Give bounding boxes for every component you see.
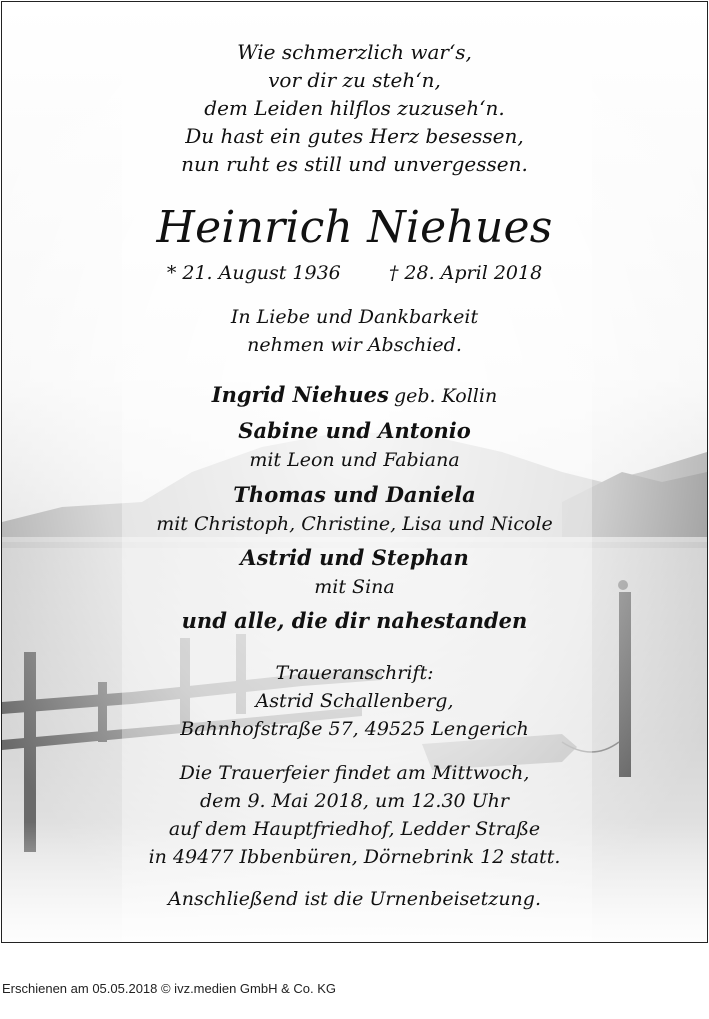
closing-line: Anschließend ist die Urnenbeisetzung. — [168, 888, 541, 910]
ceremony-line: in 49477 Ibbenbüren, Dörnebrink 12 statt. — [148, 846, 561, 868]
poem-line: Du hast ein gutes Herz besessen, — [185, 124, 524, 148]
mourner-family-children: mit Leon und Fabiana — [249, 449, 460, 471]
intro-line: nehmen wir Abschied. — [247, 334, 462, 356]
obituary-text — [2, 2, 707, 942]
mourner-all: und alle, die dir nahestanden — [181, 608, 528, 633]
life-dates — [2, 262, 707, 284]
poem-line: Wie schmerzlich war‘s, — [237, 40, 472, 64]
poem-line: nun ruht es still und unvergessen. — [181, 152, 528, 176]
mourner-family: Sabine und Antonio — [238, 418, 471, 443]
ceremony-line: Die Trauerfeier findet am Mittwoch, — [179, 762, 530, 784]
mourner-nee: geb. Kollin — [393, 385, 498, 407]
mourner-family: Thomas und Daniela — [233, 482, 476, 507]
mourner-name: Ingrid Niehues — [211, 382, 389, 407]
mourner-family-children: mit Sina — [314, 576, 395, 598]
address-line: Traueranschrift: — [275, 662, 434, 684]
mourner-family: Astrid und Stephan — [240, 545, 469, 570]
deceased-name: Heinrich Niehues — [156, 202, 553, 253]
publication-footer: Erschienen am 05.05.2018 © ivz.medien GmbH & Co. KG — [2, 981, 337, 996]
birth-date: * 21. August 1936 — [166, 262, 341, 284]
poem-line: vor dir zu steh‘n, — [268, 68, 441, 92]
obituary-card — [1, 1, 708, 943]
intro-line: In Liebe und Dankbarkeit — [230, 306, 479, 328]
death-date: † 28. April 2018 — [388, 262, 543, 284]
mourner-family-children: mit Christoph, Christine, Lisa und Nicole — [156, 513, 553, 535]
ceremony-line: auf dem Hauptfriedhof, Ledder Straße — [168, 818, 541, 840]
address-line: Bahnhofstraße 57, 49525 Lengerich — [180, 718, 529, 740]
poem-line: dem Leiden hilflos zuzuseh‘n. — [204, 96, 505, 120]
address-line: Astrid Schallenberg, — [255, 690, 454, 712]
mourner-ingrid — [2, 382, 707, 407]
ceremony-line: dem 9. Mai 2018, um 12.30 Uhr — [199, 790, 510, 812]
